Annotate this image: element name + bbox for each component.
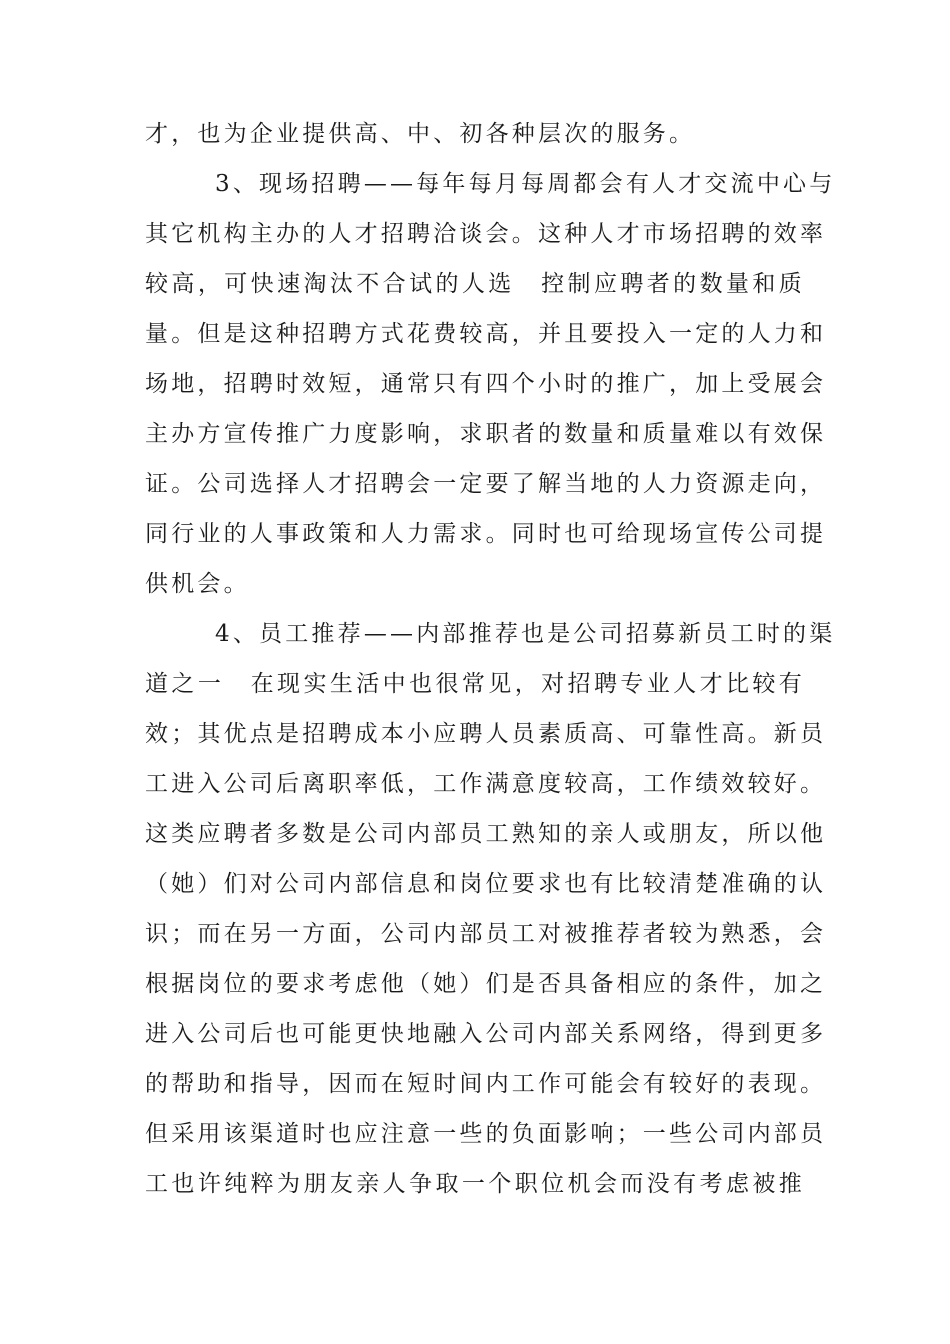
text-line: 场地，招聘时效短，通常只有四个小时的推广，加上受展会 — [145, 371, 827, 397]
text-line: 进入公司后也可能更快地融入公司内部关系网络，得到更多 — [145, 1021, 827, 1047]
text-line: 这类应聘者多数是公司内部员工熟知的亲人或朋友，所以他 — [145, 821, 827, 847]
text-line: 识；而在另一方面，公司内部员工对被推荐者较为熟悉，会 — [145, 921, 827, 947]
text-line: 道之一 在现实生活中也很常见，对招聘专业人才比较有 — [145, 671, 805, 697]
text-line: 量。但是这种招聘方式花费较高，并且要投入一定的人力和 — [145, 321, 827, 347]
text-line: 较高，可快速淘汰不合试的人选 控制应聘者的数量和质 — [145, 271, 805, 297]
text-line: 3、现场招聘——每年每月每周都会有人才交流中心与 — [215, 171, 836, 197]
text-line: 供机会。 — [145, 571, 250, 597]
text-line: （她）们对公司内部信息和岗位要求也有比较清楚准确的认 — [145, 871, 827, 897]
text-line: 效；其优点是招聘成本小应聘人员素质高、可靠性高。新员 — [145, 721, 827, 747]
text-line: 工也许纯粹为朋友亲人争取一个职位机会而没有考虑被推 — [145, 1171, 805, 1197]
text-line: 的帮助和指导，因而在短时间内工作可能会有较好的表现。 — [145, 1071, 827, 1097]
text-line: 工进入公司后离职率低，工作满意度较高，工作绩效较好。 — [145, 771, 827, 797]
text-line: 4、员工推荐——内部推荐也是公司招募新员工时的渠 — [215, 621, 836, 647]
text-line: 其它机构主办的人才招聘洽谈会。这种人才市场招聘的效率 — [145, 221, 827, 247]
text-line: 但采用该渠道时也应注意一些的负面影响；一些公司内部员 — [145, 1121, 827, 1147]
text-line: 主办方宣传推广力度影响，求职者的数量和质量难以有效保 — [145, 421, 827, 447]
text-line: 同行业的人事政策和人力需求。同时也可给现场宣传公司提 — [145, 521, 827, 547]
text-line: 根据岗位的要求考虑他（她）们是否具备相应的条件，加之 — [145, 971, 827, 997]
text-line: 证。公司选择人才招聘会一定要了解当地的人力资源走向， — [145, 471, 827, 497]
text-line: 才，也为企业提供高、中、初各种层次的服务。 — [145, 121, 696, 147]
